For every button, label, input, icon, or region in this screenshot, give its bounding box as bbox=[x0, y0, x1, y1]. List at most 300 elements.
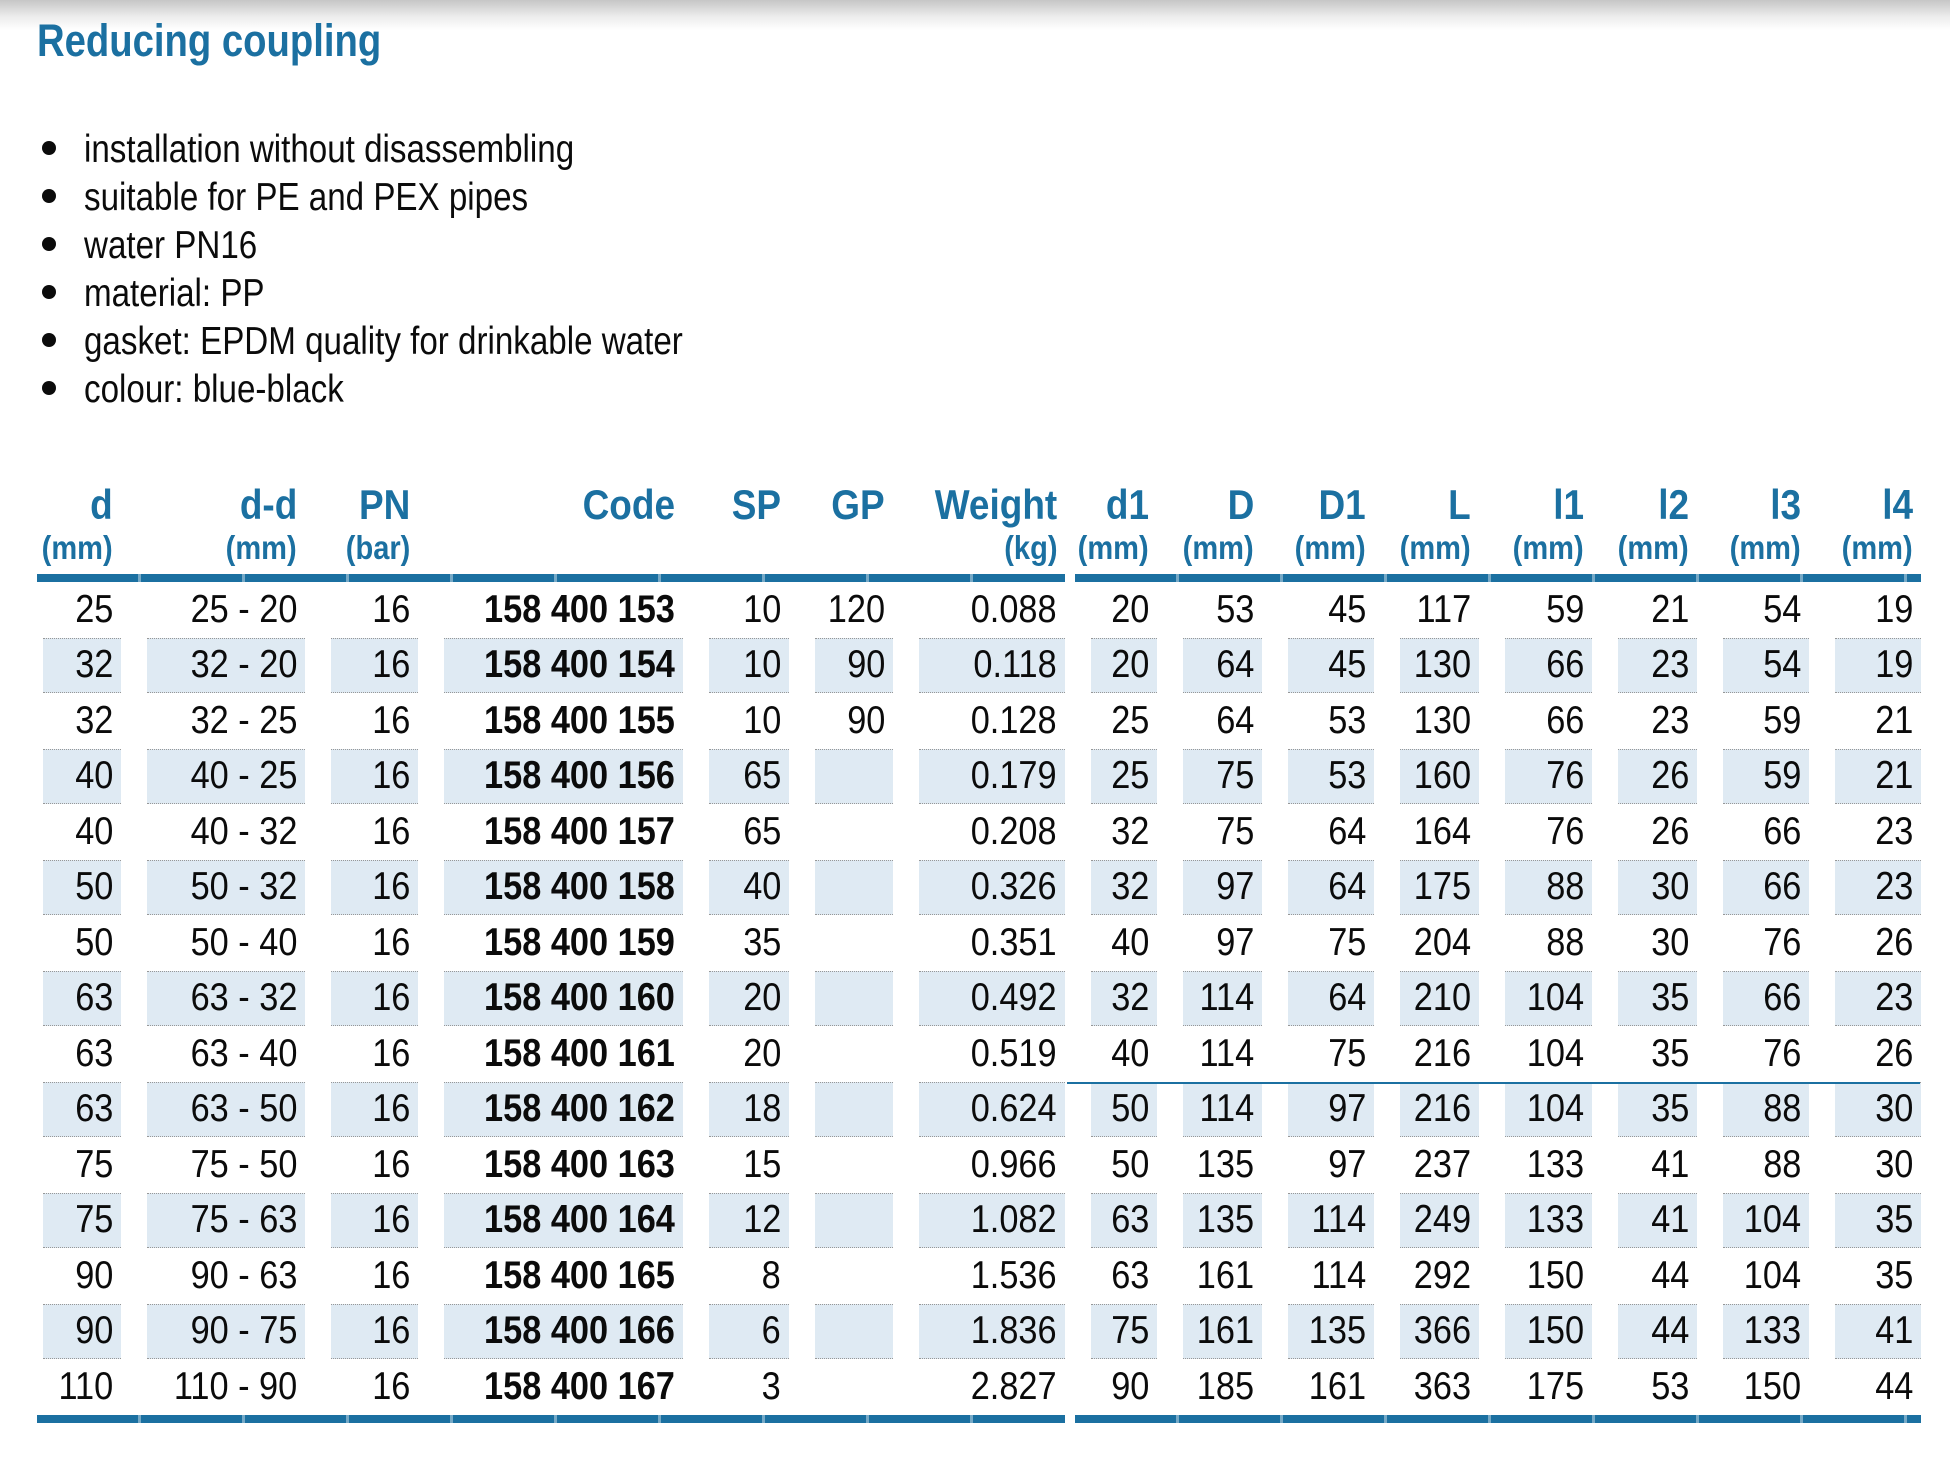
cell-text: 133 bbox=[1526, 1198, 1584, 1242]
cell-text: 45 bbox=[1327, 587, 1366, 631]
cell-text: 65 bbox=[742, 809, 781, 853]
cell-l bbox=[1400, 971, 1479, 1027]
cell-gp bbox=[815, 749, 893, 805]
cell-d1 bbox=[1288, 915, 1374, 971]
cell-text: 63 bbox=[1110, 1253, 1149, 1297]
cell-sp bbox=[709, 1082, 789, 1138]
cell-code bbox=[444, 1304, 683, 1360]
bottom-rule-left-segment bbox=[37, 1415, 1065, 1423]
column-header-text: l3 bbox=[1770, 481, 1801, 528]
cell-l bbox=[1400, 582, 1479, 638]
column-unit-d bbox=[37, 528, 121, 570]
cell-text: 90 bbox=[846, 643, 885, 687]
cell-text: 63 bbox=[74, 1031, 113, 1075]
cell-text: 63 bbox=[74, 976, 113, 1020]
cell-l1 bbox=[1505, 638, 1592, 694]
column-header-d1 bbox=[1065, 476, 1157, 528]
cell-text: 41 bbox=[1650, 1142, 1689, 1186]
cell-d bbox=[43, 971, 121, 1027]
cell-text: 32 bbox=[1110, 976, 1149, 1020]
cell-text: 25 - 20 bbox=[190, 587, 297, 631]
cell-text: 75 - 63 bbox=[190, 1198, 297, 1242]
cell-text: 23 bbox=[1650, 643, 1689, 687]
page-title bbox=[37, 16, 442, 66]
column-unit-l1 bbox=[1479, 528, 1592, 570]
cell-text: 53 bbox=[1650, 1364, 1689, 1408]
cell-code bbox=[444, 1193, 683, 1249]
column-unit-text: (mm) bbox=[1513, 529, 1584, 566]
column-unit-text: (mm) bbox=[1842, 529, 1913, 566]
cell-text: 40 - 25 bbox=[190, 754, 297, 798]
cell-text: 10 bbox=[742, 643, 781, 687]
column-header-pn bbox=[305, 476, 418, 528]
feature-item bbox=[40, 270, 788, 318]
cell-text: 32 - 20 bbox=[190, 643, 297, 687]
cell-text: 160 bbox=[1413, 754, 1471, 798]
cell-text: 88 bbox=[1545, 865, 1584, 909]
cell-code bbox=[444, 915, 683, 971]
cell-l3 bbox=[1723, 1304, 1809, 1360]
table-row bbox=[37, 638, 1921, 694]
cell-text: 76 bbox=[1762, 920, 1801, 964]
feature-item bbox=[40, 222, 788, 270]
cell-d-d bbox=[147, 860, 305, 916]
cell-l bbox=[1400, 1359, 1479, 1415]
cell-text: 30 bbox=[1650, 865, 1689, 909]
cell-sp bbox=[709, 749, 789, 805]
cell-text: 26 bbox=[1650, 809, 1689, 853]
feature-item bbox=[40, 126, 788, 174]
cell-weight bbox=[919, 693, 1065, 749]
cell-text: 158 400 167 bbox=[484, 1364, 675, 1408]
cell-gp bbox=[815, 1082, 893, 1138]
cell-text: 158 400 158 bbox=[484, 865, 675, 909]
table-header-row bbox=[37, 476, 1921, 528]
cell-text: 366 bbox=[1413, 1309, 1471, 1353]
spec-table bbox=[37, 476, 1921, 1423]
cell-d-d bbox=[147, 1082, 305, 1138]
cell-text: 16 bbox=[371, 698, 410, 742]
cell-text: 150 bbox=[1743, 1364, 1801, 1408]
cell-d1 bbox=[1288, 1193, 1374, 1249]
cell-l1 bbox=[1505, 1137, 1592, 1193]
cell-text: 35 bbox=[742, 920, 781, 964]
cell-text: 164 bbox=[1413, 809, 1471, 853]
cell-text: 16 bbox=[371, 1364, 410, 1408]
column-header-text: D bbox=[1227, 481, 1254, 528]
cell-d-d bbox=[147, 1304, 305, 1360]
column-unit-text: (mm) bbox=[1078, 529, 1149, 566]
cell-text: 50 bbox=[74, 920, 113, 964]
cell-weight bbox=[919, 915, 1065, 971]
column-unit-pn bbox=[305, 528, 418, 570]
cell-d1 bbox=[1288, 860, 1374, 916]
column-unit-d1 bbox=[1065, 528, 1157, 570]
column-unit-weight bbox=[893, 528, 1065, 570]
cell-weight bbox=[919, 804, 1065, 860]
column-header-text: d-d bbox=[239, 481, 297, 528]
cell-text: 50 bbox=[1110, 1142, 1149, 1186]
cell-d1 bbox=[1288, 1304, 1374, 1360]
feature-text: water PN16 bbox=[84, 224, 258, 267]
cell-text: 117 bbox=[1416, 587, 1471, 631]
cell-l1 bbox=[1505, 1082, 1592, 1138]
cell-d bbox=[43, 1359, 121, 1415]
cell-gp bbox=[815, 971, 893, 1027]
cell-code bbox=[444, 693, 683, 749]
cell-l3 bbox=[1723, 971, 1809, 1027]
cell-pn bbox=[331, 1137, 418, 1193]
cell-text: 90 - 75 bbox=[190, 1309, 297, 1353]
column-unit-sp bbox=[683, 528, 789, 570]
cell-text: 158 400 154 bbox=[484, 643, 675, 687]
cell-text: 1.536 bbox=[971, 1253, 1057, 1297]
table-row bbox=[37, 1082, 1921, 1138]
cell-weight bbox=[919, 1026, 1065, 1082]
cell-l1 bbox=[1505, 971, 1592, 1027]
cell-gp bbox=[815, 860, 893, 916]
bullet-icon bbox=[42, 333, 56, 347]
cell-pn bbox=[331, 638, 418, 694]
cell-weight bbox=[919, 749, 1065, 805]
cell-text: 161 bbox=[1196, 1309, 1254, 1353]
cell-l1 bbox=[1505, 749, 1592, 805]
column-header-text: l1 bbox=[1553, 481, 1584, 528]
cell-l4 bbox=[1835, 1026, 1921, 1082]
cell-sp bbox=[709, 1359, 789, 1415]
column-unit-d1 bbox=[1262, 528, 1374, 570]
cell-text: 75 bbox=[74, 1198, 113, 1242]
cell-d bbox=[1183, 915, 1262, 971]
cell-l1 bbox=[1505, 1026, 1592, 1082]
cell-l3 bbox=[1723, 693, 1809, 749]
cell-d-d bbox=[147, 971, 305, 1027]
cell-l2 bbox=[1618, 804, 1697, 860]
cell-d1 bbox=[1288, 693, 1374, 749]
cell-d bbox=[1183, 749, 1262, 805]
cell-pn bbox=[331, 860, 418, 916]
feature-item bbox=[40, 174, 788, 222]
cell-text: 0.118 bbox=[973, 643, 1057, 687]
cell-sp bbox=[709, 971, 789, 1027]
cell-pn bbox=[331, 1248, 418, 1304]
cell-text: 104 bbox=[1743, 1198, 1801, 1242]
cell-d-d bbox=[147, 1193, 305, 1249]
cell-d1 bbox=[1288, 749, 1374, 805]
cell-d bbox=[1183, 638, 1262, 694]
cell-d bbox=[1183, 1248, 1262, 1304]
column-header-l bbox=[1374, 476, 1479, 528]
cell-text: 26 bbox=[1874, 920, 1913, 964]
cell-text: 249 bbox=[1413, 1198, 1471, 1242]
column-header-text: Code bbox=[582, 481, 675, 528]
cell-text: 0.966 bbox=[971, 1142, 1057, 1186]
cell-pn bbox=[331, 971, 418, 1027]
feature-text: colour: blue-black bbox=[84, 368, 344, 411]
cell-d1 bbox=[1091, 582, 1157, 638]
cell-text: 63 bbox=[74, 1087, 113, 1131]
cell-l bbox=[1400, 693, 1479, 749]
cell-text: 1.836 bbox=[971, 1309, 1057, 1353]
cell-d bbox=[43, 804, 121, 860]
cell-text: 30 bbox=[1874, 1087, 1913, 1131]
cell-sp bbox=[709, 1304, 789, 1360]
column-header-text: GP bbox=[831, 481, 885, 528]
cell-text: 25 bbox=[1110, 698, 1149, 742]
cell-d bbox=[1183, 1193, 1262, 1249]
cell-weight bbox=[919, 971, 1065, 1027]
cell-l4 bbox=[1835, 1359, 1921, 1415]
bullet-icon bbox=[42, 189, 56, 203]
cell-text: 0.624 bbox=[971, 1087, 1057, 1131]
cell-text: 75 bbox=[1110, 1309, 1149, 1353]
column-header-text: d bbox=[90, 481, 113, 528]
cell-sp bbox=[709, 582, 789, 638]
cell-text: 21 bbox=[1874, 698, 1913, 742]
cell-text: 32 bbox=[1110, 809, 1149, 853]
cell-text: 158 400 153 bbox=[484, 587, 675, 631]
cell-sp bbox=[709, 915, 789, 971]
cell-text: 161 bbox=[1196, 1253, 1254, 1297]
cell-d1 bbox=[1288, 1248, 1374, 1304]
cell-text: 161 bbox=[1308, 1364, 1366, 1408]
cell-l3 bbox=[1723, 1193, 1809, 1249]
cell-text: 40 bbox=[742, 865, 781, 909]
cell-text: 16 bbox=[371, 587, 410, 631]
cell-text: 90 bbox=[1110, 1364, 1149, 1408]
feature-item bbox=[40, 366, 788, 414]
cell-text: 32 bbox=[74, 643, 113, 687]
column-header-text: SP bbox=[731, 481, 781, 528]
cell-text: 20 bbox=[742, 1031, 781, 1075]
cell-text: 40 bbox=[1110, 920, 1149, 964]
cell-text: 16 bbox=[371, 1253, 410, 1297]
cell-l bbox=[1400, 915, 1479, 971]
cell-d-d bbox=[147, 693, 305, 749]
column-header-l4 bbox=[1809, 476, 1921, 528]
cell-d-d bbox=[147, 638, 305, 694]
cell-d1 bbox=[1091, 915, 1157, 971]
column-header-sp bbox=[683, 476, 789, 528]
table-row bbox=[37, 1193, 1921, 1249]
cell-text: 40 bbox=[1110, 1031, 1149, 1075]
cell-text: 16 bbox=[371, 1087, 410, 1131]
cell-code bbox=[444, 1248, 683, 1304]
cell-text: 97 bbox=[1327, 1087, 1366, 1131]
cell-text: 292 bbox=[1413, 1253, 1471, 1297]
column-unit-text: (mm) bbox=[42, 529, 113, 566]
cell-text: 23 bbox=[1874, 865, 1913, 909]
cell-text: 8 bbox=[761, 1253, 781, 1297]
cell-d1 bbox=[1288, 1026, 1374, 1082]
cell-d1 bbox=[1091, 971, 1157, 1027]
cell-text: 175 bbox=[1413, 865, 1471, 909]
cell-weight bbox=[919, 1304, 1065, 1360]
header-rule bbox=[37, 574, 1921, 582]
cell-text: 54 bbox=[1762, 587, 1801, 631]
cell-text: 35 bbox=[1650, 1031, 1689, 1075]
cell-d1 bbox=[1091, 638, 1157, 694]
table-body bbox=[37, 582, 1921, 1415]
cell-text: 158 400 157 bbox=[484, 809, 675, 853]
cell-text: 64 bbox=[1327, 976, 1366, 1020]
cell-text: 97 bbox=[1215, 920, 1254, 964]
cell-d bbox=[43, 1026, 121, 1082]
cell-l2 bbox=[1618, 1193, 1697, 1249]
cell-l1 bbox=[1505, 804, 1592, 860]
feature-text: installation without disassembling bbox=[84, 128, 575, 171]
cell-text: 158 400 162 bbox=[484, 1087, 675, 1131]
cell-text: 158 400 160 bbox=[484, 976, 675, 1020]
cell-l3 bbox=[1723, 1248, 1809, 1304]
cell-d1 bbox=[1288, 582, 1374, 638]
cell-text: 12 bbox=[742, 1198, 781, 1242]
table-row bbox=[37, 749, 1921, 805]
cell-text: 90 - 63 bbox=[190, 1253, 297, 1297]
cell-d1 bbox=[1288, 1082, 1374, 1138]
cell-l2 bbox=[1618, 749, 1697, 805]
cell-d1 bbox=[1091, 1193, 1157, 1249]
feature-item bbox=[40, 318, 788, 366]
cell-pn bbox=[331, 1082, 418, 1138]
cell-text: 16 bbox=[371, 920, 410, 964]
bullet-icon bbox=[42, 285, 56, 299]
bullet-icon bbox=[42, 141, 56, 155]
column-unit-l2 bbox=[1592, 528, 1697, 570]
cell-text: 10 bbox=[742, 698, 781, 742]
cell-text: 75 bbox=[74, 1142, 113, 1186]
cell-code bbox=[444, 971, 683, 1027]
cell-d-d bbox=[147, 804, 305, 860]
cell-text: 64 bbox=[1215, 698, 1254, 742]
cell-d bbox=[43, 582, 121, 638]
cell-l2 bbox=[1618, 971, 1697, 1027]
cell-sp bbox=[709, 1248, 789, 1304]
cell-text: 50 - 40 bbox=[190, 920, 297, 964]
cell-code bbox=[444, 638, 683, 694]
cell-l bbox=[1400, 1082, 1479, 1138]
cell-d bbox=[43, 693, 121, 749]
cell-text: 19 bbox=[1874, 643, 1913, 687]
cell-d bbox=[1183, 860, 1262, 916]
cell-text: 40 bbox=[74, 809, 113, 853]
cell-l3 bbox=[1723, 582, 1809, 638]
cell-d bbox=[1183, 1359, 1262, 1415]
table-row bbox=[37, 804, 1921, 860]
cell-l3 bbox=[1723, 804, 1809, 860]
cell-pn bbox=[331, 693, 418, 749]
cell-text: 64 bbox=[1327, 809, 1366, 853]
bottom-rule-right-segment bbox=[1075, 1415, 1921, 1423]
cell-text: 20 bbox=[1110, 587, 1149, 631]
cell-text: 135 bbox=[1308, 1309, 1366, 1353]
column-header-d bbox=[37, 476, 121, 528]
cell-text: 158 400 155 bbox=[484, 698, 675, 742]
table-row bbox=[37, 1304, 1921, 1360]
feature-text: suitable for PE and PEX pipes bbox=[84, 176, 529, 219]
cell-l3 bbox=[1723, 1082, 1809, 1138]
cell-text: 90 bbox=[74, 1253, 113, 1297]
column-header-l3 bbox=[1697, 476, 1809, 528]
table-row bbox=[37, 1359, 1921, 1415]
cell-l bbox=[1400, 1026, 1479, 1082]
cell-l4 bbox=[1835, 804, 1921, 860]
bottom-rule bbox=[37, 1415, 1921, 1423]
cell-l2 bbox=[1618, 915, 1697, 971]
cell-text: 53 bbox=[1215, 587, 1254, 631]
cell-text: 216 bbox=[1413, 1087, 1471, 1131]
cell-l1 bbox=[1505, 693, 1592, 749]
cell-weight bbox=[919, 582, 1065, 638]
cell-text: 114 bbox=[1311, 1253, 1366, 1297]
header-rule-left-segment bbox=[37, 574, 1065, 582]
cell-d1 bbox=[1288, 971, 1374, 1027]
cell-text: 1.082 bbox=[971, 1198, 1057, 1242]
cell-d-d bbox=[147, 1137, 305, 1193]
column-header-text: PN bbox=[358, 481, 410, 528]
cell-text: 16 bbox=[371, 643, 410, 687]
cell-l2 bbox=[1618, 860, 1697, 916]
bullet-icon bbox=[42, 381, 56, 395]
cell-d1 bbox=[1091, 1082, 1157, 1138]
cell-text: 40 - 32 bbox=[190, 809, 297, 853]
cell-d bbox=[1183, 971, 1262, 1027]
cell-text: 133 bbox=[1743, 1309, 1801, 1353]
cell-text: 25 bbox=[74, 587, 113, 631]
cell-pn bbox=[331, 804, 418, 860]
cell-l bbox=[1400, 638, 1479, 694]
table-row bbox=[37, 582, 1921, 638]
column-header-text: l4 bbox=[1882, 481, 1913, 528]
cell-text: 63 - 50 bbox=[190, 1087, 297, 1131]
cell-text: 0.519 bbox=[971, 1031, 1057, 1075]
cell-l1 bbox=[1505, 582, 1592, 638]
cell-text: 35 bbox=[1874, 1253, 1913, 1297]
cell-weight bbox=[919, 860, 1065, 916]
cell-l3 bbox=[1723, 915, 1809, 971]
cell-text: 114 bbox=[1199, 1031, 1254, 1075]
cell-text: 0.179 bbox=[971, 754, 1057, 798]
cell-l bbox=[1400, 1193, 1479, 1249]
cell-text: 75 bbox=[1327, 920, 1366, 964]
cell-text: 158 400 161 bbox=[484, 1031, 675, 1075]
cell-sp bbox=[709, 693, 789, 749]
cell-text: 16 bbox=[371, 809, 410, 853]
cell-l4 bbox=[1835, 971, 1921, 1027]
cell-text: 50 bbox=[74, 865, 113, 909]
cell-d bbox=[43, 1304, 121, 1360]
cell-d1 bbox=[1091, 1248, 1157, 1304]
cell-l2 bbox=[1618, 1248, 1697, 1304]
cell-text: 158 400 166 bbox=[484, 1309, 675, 1353]
cell-text: 104 bbox=[1526, 1087, 1584, 1131]
cell-text: 63 - 32 bbox=[190, 976, 297, 1020]
cell-gp bbox=[815, 1248, 893, 1304]
cell-text: 6 bbox=[761, 1309, 781, 1353]
cell-d1 bbox=[1091, 860, 1157, 916]
cell-weight bbox=[919, 1193, 1065, 1249]
cell-pn bbox=[331, 1304, 418, 1360]
cell-weight bbox=[919, 638, 1065, 694]
cell-d-d bbox=[147, 1359, 305, 1415]
cell-text: 65 bbox=[742, 754, 781, 798]
column-unit-l bbox=[1374, 528, 1479, 570]
cell-l1 bbox=[1505, 1193, 1592, 1249]
cell-text: 90 bbox=[846, 698, 885, 742]
cell-text: 88 bbox=[1762, 1142, 1801, 1186]
header-rule-right-segment bbox=[1075, 574, 1921, 582]
column-header-text: l2 bbox=[1658, 481, 1689, 528]
